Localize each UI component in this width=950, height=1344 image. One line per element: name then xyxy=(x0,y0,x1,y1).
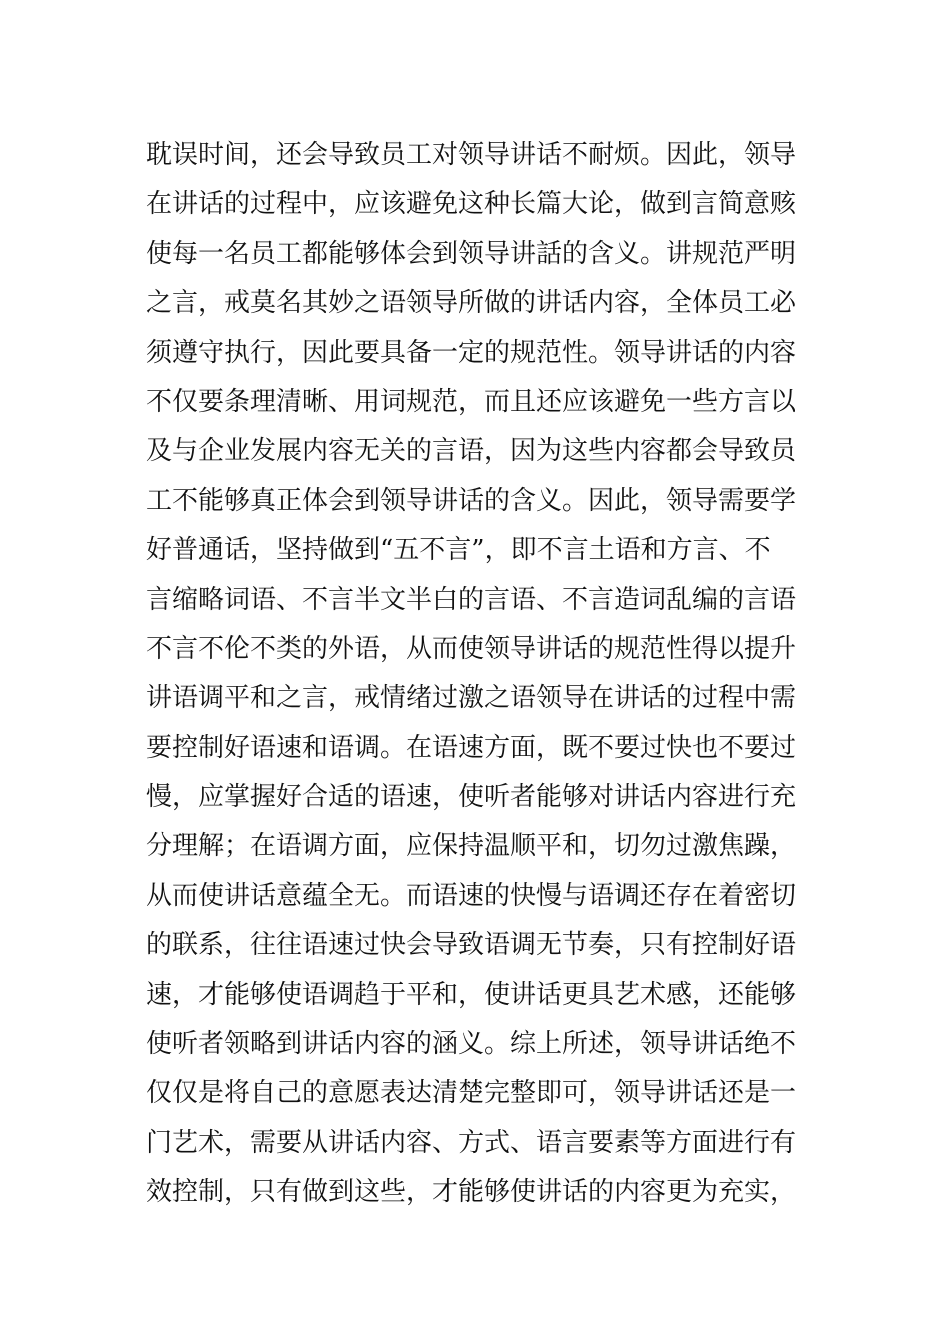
body-text xyxy=(146,131,816,1218)
text-line-14: 慢，应掌握好合适的语速，使听者能够对讲话内容进行充 xyxy=(146,782,797,813)
text-line-18: 速，才能够使语调趋于平和，使讲话更具艺术感，还能够 xyxy=(146,979,797,1010)
text-line-12: 讲语调平和之言，戒情绪过激之语领导在讲话的过程中需 xyxy=(146,683,797,714)
text-line-6: 不仅要条理清晰、用词规范，而且还应该避免一些方言以 xyxy=(146,386,797,417)
text-line-1: 耽误时间，还会导致员工对领导讲话不耐烦。因此，领导 xyxy=(146,140,797,170)
text-line-8: 工不能够真正体会到领导讲话的含义。因此，领导需要学 xyxy=(146,485,797,516)
text-line-15: 分理解；在语调方面，应保持温顺平和，切勿过激焦躁， xyxy=(146,831,797,862)
text-line-17: 的联系，往往语速过快会导致语调无节奏，只有控制好语 xyxy=(146,930,797,961)
text-line-10: 言缩略词语、不言半文半白的言语、不言造词乱编的言语 xyxy=(146,584,797,615)
text-line-5: 须遵守执行，因此要具备一定的规范性。领导讲话的内容 xyxy=(146,337,797,368)
text-line-4: 之言，戒莫名其妙之语领导所做的讲话内容，全体员工必 xyxy=(146,288,797,319)
text-line-2: 在讲话的过程中，应该避免这种长篇大论，做到言简意赅 xyxy=(146,189,797,220)
text-line-21: 门艺术，需要从讲话内容、方式、语言要素等方面进行有 xyxy=(146,1127,797,1158)
text-line-13: 要控制好语速和语调。在语速方面，既不要过快也不要过 xyxy=(146,732,797,763)
text-line-19: 使听者领略到讲话内容的涵义。综上所述，领导讲话绝不 xyxy=(146,1029,797,1060)
text-line-3: 使每一名员工都能够体会到领导讲話的含义。讲规范严明 xyxy=(146,238,797,269)
text-line-9: 好普通话，坚持做到“五不言”，即不言土语和方言、不 xyxy=(146,535,771,566)
text-line-20: 仅仅是将自己的意愿表达清楚完整即可，领导讲话还是一 xyxy=(146,1078,797,1109)
text-line-16: 从而使讲话意蕴全无。而语速的快慢与语调还存在着密切 xyxy=(146,880,797,911)
text-line-22: 效控制，只有做到这些，才能够使讲话的内容更为充实， xyxy=(146,1177,797,1208)
text-line-7: 及与企业发展内容无关的言语，因为这些内容都会导致员 xyxy=(146,436,797,467)
text-line-11: 不言不伦不类的外语，从而使领导讲话的规范性得以提升 xyxy=(146,633,797,664)
